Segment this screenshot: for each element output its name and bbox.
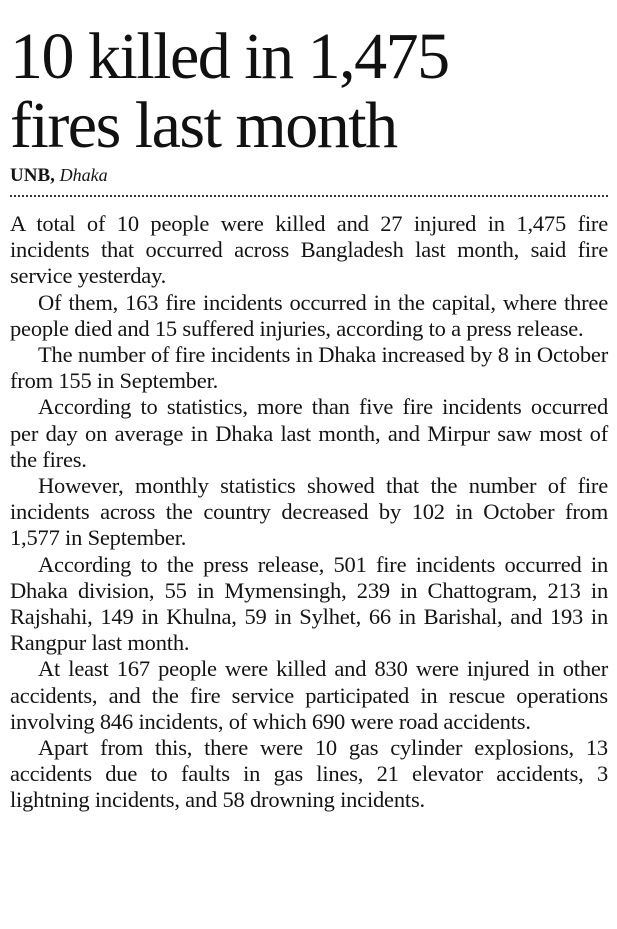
byline-agency: UNB, <box>10 165 55 186</box>
headline-line-2: fires last month <box>10 89 397 162</box>
paragraph-5: However, monthly statistics showed that the number of fire incidents across the country decreased by 102 in October from 1,577 in September. <box>10 473 608 551</box>
paragraph-4: According to statistics, more than five fire incidents occurred per day on average in Dhaka last month, and Mirpur saw most of the fires. <box>10 394 608 472</box>
byline <box>10 164 608 186</box>
byline-place: Dhaka <box>59 165 108 185</box>
paragraph-7: At least 167 people were killed and 830 were injured in other accidents, and the fire service participated in rescue operations involving 846 incidents, of which 690 were road accidents. <box>10 656 608 734</box>
paragraph-1: A total of 10 people were killed and 27 injured in 1,475 fire incidents that occurred across Bangladesh last month, said fire service yesterday. <box>10 211 608 289</box>
headline-line-1: 10 killed in 1,475 <box>10 20 449 93</box>
article-body <box>10 211 608 814</box>
paragraph-8: Apart from this, there were 10 gas cylinder explosions, 13 accidents due to faults in gas lines, 21 elevator accidents, 3 lightning incidents, and 58 drowning incidents. <box>10 735 608 813</box>
paragraph-3: The number of fire incidents in Dhaka increased by 8 in October from 155 in September. <box>10 342 608 394</box>
headline <box>10 0 608 160</box>
paragraph-6: According to the press release, 501 fire incidents occurred in Dhaka division, 55 in Mymensingh, 239 in Chattogram, 213 in Rajshahi, 149 in Khulna, 59 in Sylhet, 66 in Barishal, and 193 in Rangpur last month. <box>10 551 608 656</box>
dotted-divider <box>10 195 608 197</box>
news-article <box>10 0 608 814</box>
paragraph-2: Of them, 163 fire incidents occurred in the capital, where three people died and 15 suffered injuries, according to a press release. <box>10 289 608 341</box>
